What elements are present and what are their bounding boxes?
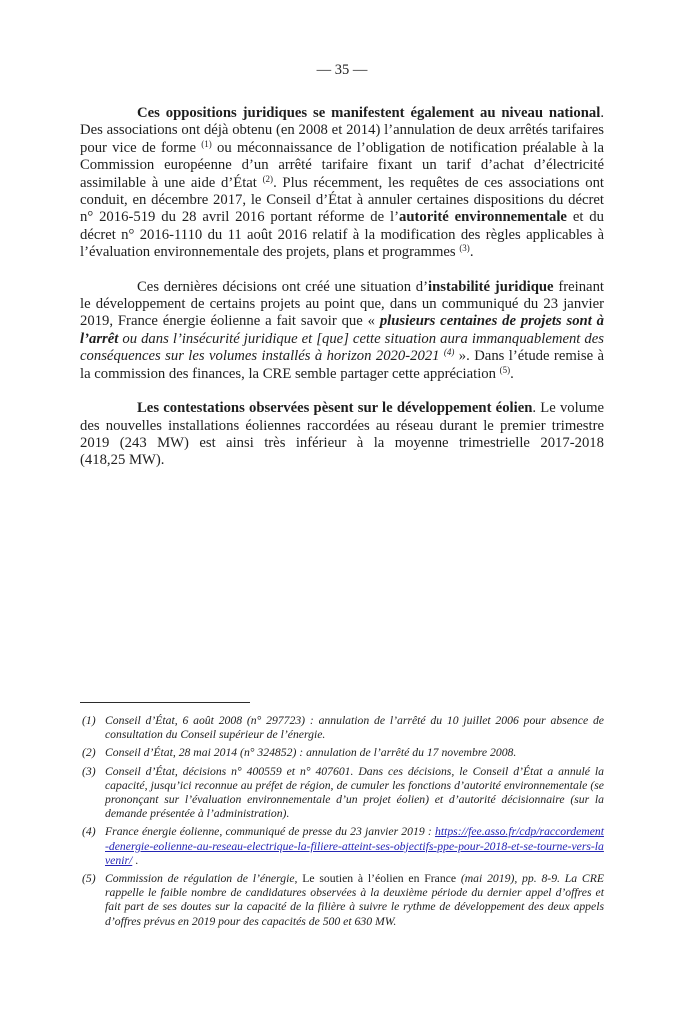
- text-run: ». Dans l’étude remise à la commission des finances, la CRE semble partager cette appréciation: [80, 348, 604, 382]
- footnote-2: [80, 746, 604, 760]
- text-run: . Plus récemment, les requêtes de ces associations ont conduit, en décembre 2017, le Conseil d’État à annuler certaines dispositions du décret n° 2016-519 du 28 avril 2016 portant réforme de l’: [80, 174, 604, 226]
- text-run: .: [510, 365, 514, 382]
- footnote-text: [105, 765, 604, 821]
- footnote-text: [105, 746, 516, 759]
- footnote-3: [80, 765, 604, 822]
- footnote-text: [105, 872, 604, 928]
- text-run: Conseil d’État, décisions n° 400559 et n° 407601. Dans ces décisions, le Conseil d’État a annulé la capacité, jusqu’ici reconnue au préfet de région, de cumuler les fonctions d’autorité environnementale (se prononçant sur l’évaluation environnementale d’un projet éolien) et d’autorité décisionnaire (sur la demande présentée à l’administration).: [105, 764, 604, 821]
- text-run: autorité environnementale: [398, 209, 567, 226]
- footnote-text: [105, 714, 604, 741]
- text-run: Conseil d’État, 28 mai 2014 (n° 324852) : annulation de l’arrêté du 17 novembre 2008.: [105, 746, 517, 760]
- text-run: (mai 2019), pp. 8-9. La CRE rappelle le faible nombre de candidatures observées à la deuxième période du dernier appel d’offres et fait part de ses doutes sur la capacité de la filière à suivre le rythme de développement des deux appels d’offres prévus en 2019 pour des capacités de 500 et 630 MW.: [105, 872, 604, 928]
- paragraph-instabilite-juridique: [80, 279, 604, 383]
- footnotes-section: [80, 696, 604, 933]
- text-run: Commission de régulation de l’énergie,: [105, 872, 303, 886]
- footnote-separator: [80, 702, 250, 703]
- footnote-marker: (5): [82, 872, 96, 886]
- text-run: France énergie éolienne, communiqué de presse du 23 janvier 2019 :: [105, 825, 435, 839]
- text-run: plusieurs centaines de projets sont à l’arrêt: [80, 313, 604, 347]
- footnote-4: [80, 825, 604, 868]
- footnote-reference: (5): [499, 364, 511, 375]
- footnote-reference: (4): [443, 347, 455, 358]
- footnote-reference: (1): [201, 138, 212, 149]
- footnote-reference: (3): [459, 243, 470, 254]
- text-run: .: [132, 853, 139, 867]
- text-run: ou méconnaissance de l’obligation de notification préalable à la Commission européenne d’un arrêté tarifaire fixant un tarif d’achat d’électricité assimilable à une aide d’État: [80, 139, 604, 191]
- text-run: Conseil d’État, 6 août 2008 (n° 297723) : annulation de l’arrêté du 10 juillet 2006 pour absence de consultation du Conseil supérieur de l’énergie.: [105, 714, 604, 742]
- footnote-marker: (2): [82, 746, 96, 760]
- footnote-text: [105, 825, 604, 866]
- text-run: ou dans l’insécurité juridique et [que] cette situation aura immanquablement des conséquences sur les volumes installés à horizon 2020-2021: [80, 330, 604, 365]
- paragraph-oppositions-juridiques: [80, 105, 604, 262]
- footnote-marker: (1): [82, 714, 96, 727]
- footnote-url-link[interactable]: https://fee.asso.fr/cdp/raccordement-denergie-eolienne-au-reseau-electrique-la-filiere-atteint-ses-objectifs-ppe-pour-2018-et-se-tourne-vers-lavenir/: [105, 825, 604, 867]
- text-run: .: [469, 244, 474, 261]
- footnote-5: [80, 872, 604, 929]
- footnote-marker: (3): [82, 764, 96, 778]
- paragraph-contestations-eolien: [80, 400, 604, 470]
- footnote-reference: (2): [262, 173, 274, 184]
- footnote-marker: (4): [82, 825, 96, 839]
- text-run: freinant le développement de certains projets au point que, dans un communiqué du 23 janvier 2019, France énergie éolienne a fait savoir que «: [80, 278, 604, 330]
- text-run: Les contestations observées pèsent sur le développement éolien: [137, 400, 533, 417]
- text-run: Ces oppositions juridiques se manifestent également au niveau national: [137, 105, 601, 121]
- text-run: . Le volume des nouvelles installations éoliennes raccordées au réseau durant le premier trimestre 2019 (243 MW) est ainsi très inférieur à la moyenne trimestrielle 2017-2018 (418,25 MW).: [80, 400, 605, 469]
- page-number: — 35 —: [316, 62, 368, 78]
- text-run: et du décret n° 2016-1110 du 11 août 2016 relatif à la modification des règles applicables à l’évaluation environnementale des projets, plans et programmes: [80, 209, 604, 261]
- text-run: instabilité juridique: [428, 278, 554, 295]
- text-run: . Des associations ont déjà obtenu (en 2008 et 2014) l’annulation de deux arrêtés tarifaires pour vice de forme: [80, 105, 604, 156]
- text-run: Le soutien à l’éolien en France: [302, 872, 461, 886]
- text-run: Ces dernières décisions ont créé une situation d’: [137, 278, 429, 295]
- footnote-1: [80, 714, 604, 742]
- body-content: [80, 105, 604, 470]
